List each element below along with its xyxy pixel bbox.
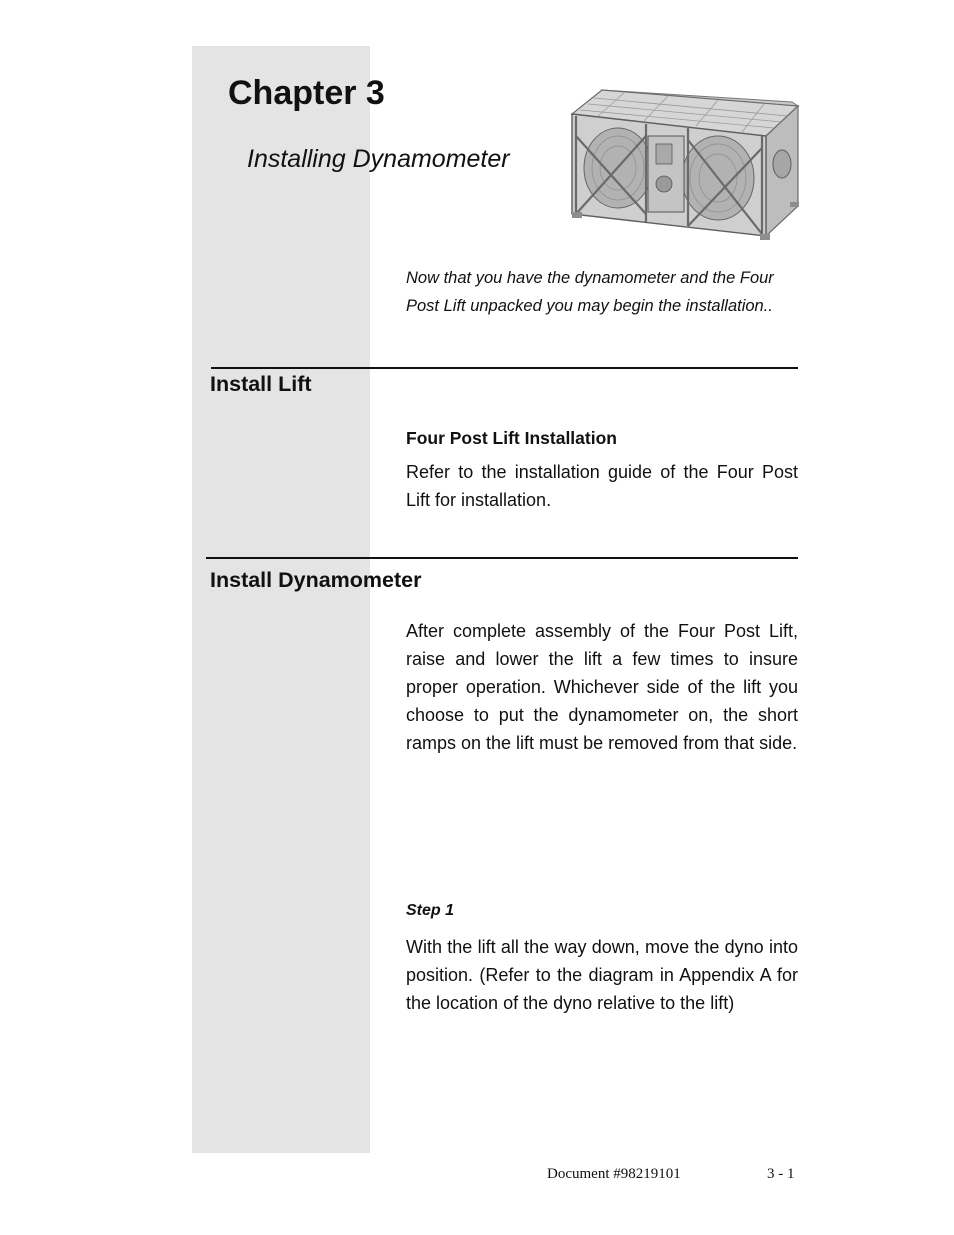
section-heading-install-lift: Install Lift: [210, 372, 312, 396]
section-divider: [206, 557, 798, 559]
step-1-paragraph: With the lift all the way down, move the dyno into position. (Refer to the diagram in Appendix A for the location of the dyno relative to the lift): [406, 937, 798, 1013]
section-heading-install-dynamometer: Install Dynamometer: [210, 568, 422, 592]
install-lift-paragraph: Refer to the installation guide of the Four Post Lift for installation.: [406, 462, 798, 510]
footer-document-number: Document #98219101: [547, 1166, 681, 1182]
subheading-four-post-lift-installation: Four Post Lift Installation: [406, 428, 617, 448]
install-dynamometer-paragraph: After complete assembly of the Four Post Lift, raise and lower the lift a few times to insure proper operation. Whichever side of the lift you choose to put the dynamometer on, the short ramps on the lift must be removed from that side.: [406, 621, 798, 753]
dynamometer-illustration: [568, 86, 800, 242]
footer-page-number: 3 - 1: [767, 1166, 795, 1182]
section-divider: [211, 367, 798, 369]
chapter-subtitle: Installing Dynamometer: [247, 145, 510, 173]
sidebar-band: [192, 46, 370, 1153]
chapter-title: Chapter 3: [228, 74, 385, 112]
intro-paragraph: Now that you have the dynamometer and the Four Post Lift unpacked you may begin the installation..: [406, 269, 774, 315]
step-label: Step 1: [406, 902, 455, 919]
